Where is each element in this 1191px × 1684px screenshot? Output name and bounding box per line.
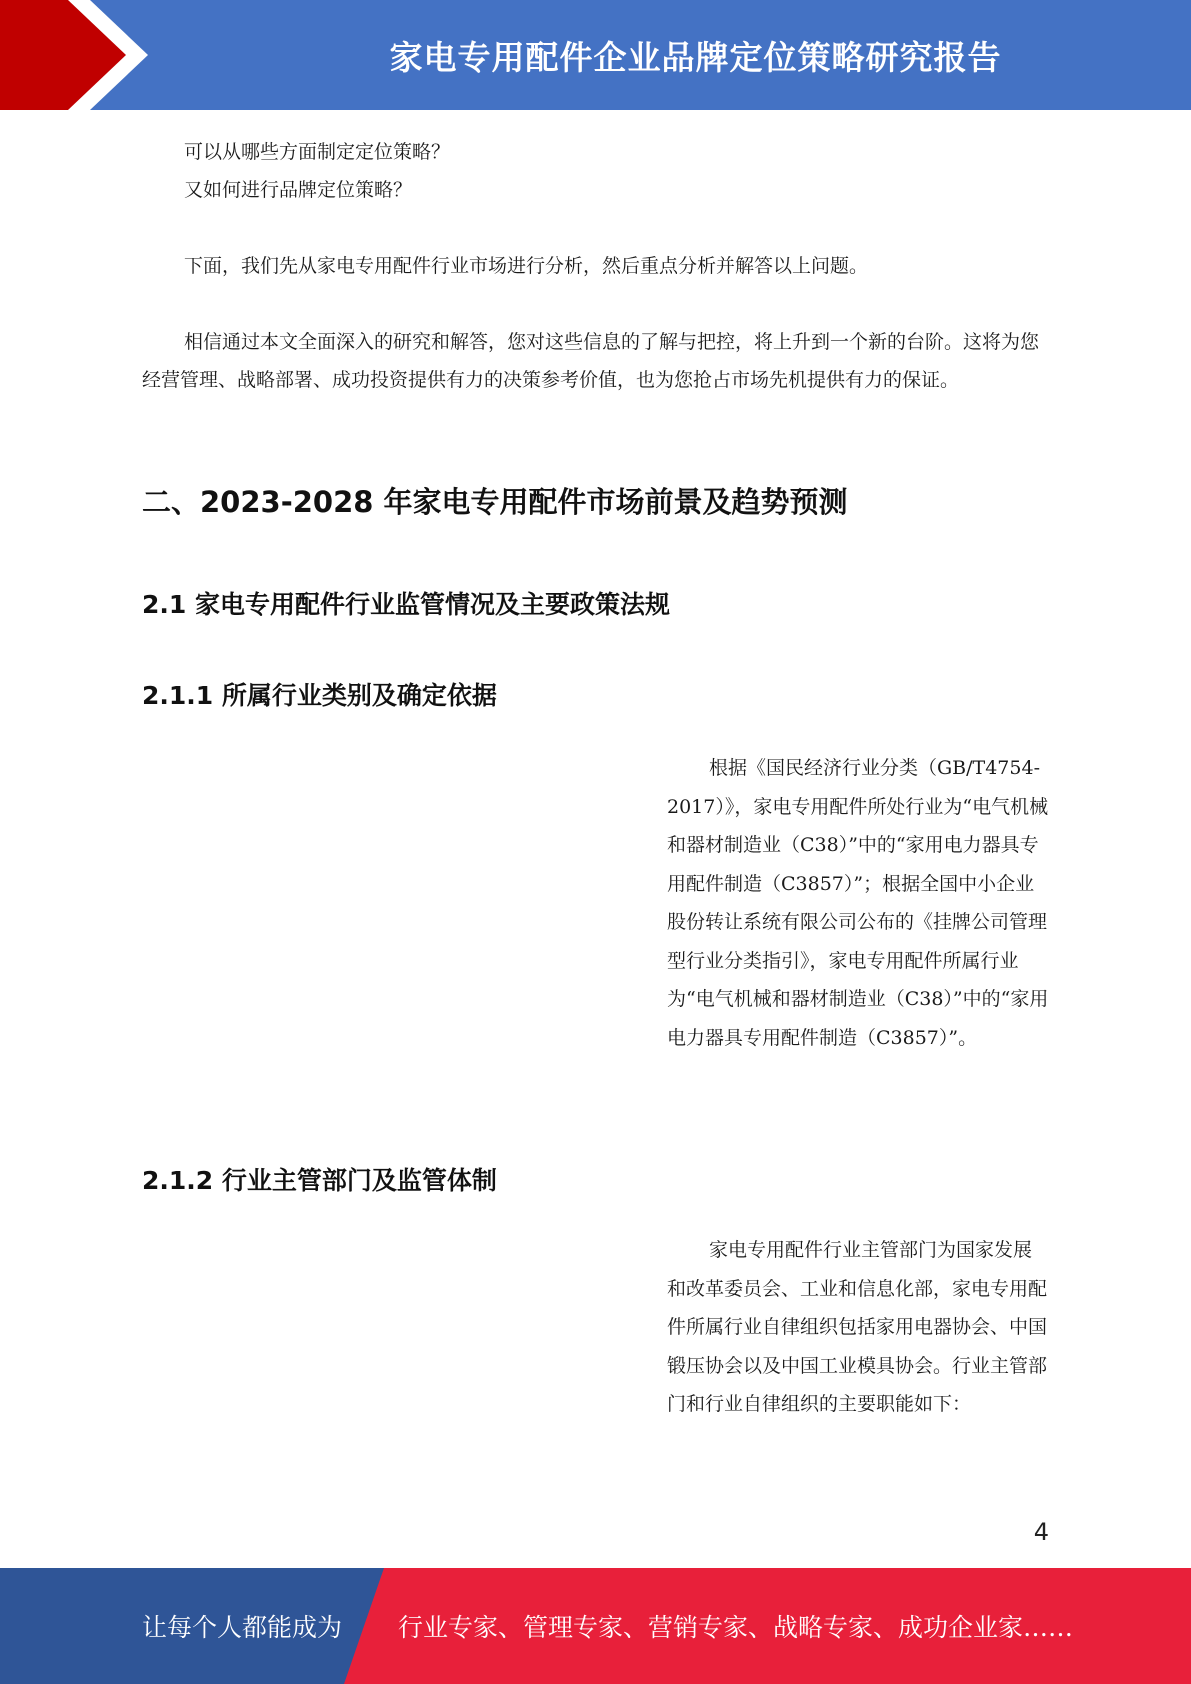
page-header: [0, 0, 1191, 110]
subsection-heading-2-1: 2.1 家电专用配件行业监管情况及主要政策法规: [142, 590, 670, 619]
footer-slogan-left: 让每个人都能成为: [142, 1613, 343, 1642]
report-title: 家电专用配件企业品牌定位策略研究报告: [389, 37, 1002, 77]
industry-classification-text: 根据《国民经济行业分类（GB/T4754-2017）》，家电专用配件所处行业为“电气机械和器材制造业（C38）”中的“家用电力器具专用配件制造（C3857）”；根据全国中小企业股份转让系统有限公司公布的《挂牌公司管理型行业分类指引》，家电专用配件所属行业为“电气机械和器材制造业（C38）”中的“家用电力器具专用配件制造（C3857）”。: [667, 757, 1049, 1049]
intro-paragraph-2: 相信通过本文全面深入的研究和解答，您对这些信息的了解与把控，将上升到一个新的台阶。这将为您经营管理、战略部署、成功投资提供有力的决策参考价值，也为您抢占市场先机提供有力的保证。: [142, 331, 1040, 391]
subsection-heading-2-1-1: 2.1.1 所属行业类别及确定依据: [142, 681, 497, 710]
intro-question-2: 又如何进行品牌定位策略？: [184, 179, 413, 201]
footer-slogan-right: 行业专家、管理专家、营销专家、战略专家、成功企业家……: [398, 1613, 1074, 1642]
regulatory-authority-text: 家电专用配件行业主管部门为国家发展和改革委员会、工业和信息化部，家电专用配件所属行业自律组织包括家用电器协会、中国锻压协会以及中国工业模具协会。行业主管部门和行业自律组织的主要职能如下：: [667, 1239, 1048, 1415]
intro-paragraph-1: 下面，我们先从家电专用配件行业市场进行分析，然后重点分析并解答以上问题。: [184, 255, 869, 277]
subsection-heading-2-1-2: 2.1.2 行业主管部门及监管体制: [142, 1166, 497, 1195]
intro-question-1: 可以从哪些方面制定定位策略？: [184, 141, 451, 163]
page-number: 4: [1033, 1518, 1049, 1546]
section-heading: 二、2023-2028 年家电专用配件市场前景及趋势预测: [142, 485, 848, 519]
page-footer: [0, 1568, 1191, 1684]
header-arrow-decoration: [0, 0, 160, 110]
